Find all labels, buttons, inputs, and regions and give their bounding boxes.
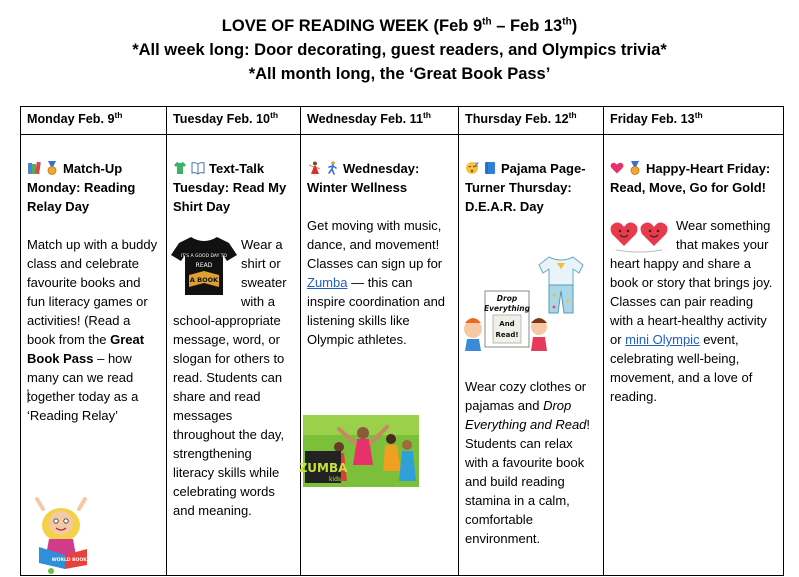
monday-title: Match-Up Monday: Reading Relay Day xyxy=(27,161,136,214)
heading-monday: Monday Feb. 9th xyxy=(21,107,167,135)
svg-text:kids: kids xyxy=(328,476,342,483)
svg-text:READ: READ xyxy=(195,262,213,269)
open-book-icon xyxy=(191,161,205,175)
cell-monday xyxy=(21,135,167,576)
heart-icon xyxy=(610,161,624,175)
zumba-link[interactable]: Zumba xyxy=(307,275,348,290)
thursday-description: Wear cozy clothes or pajamas and Drop Everything and Read! Students can relax with a favourite book and build reading stamina in a calm, comfortable environment. xyxy=(465,379,591,546)
header-week-line: *All week long: Door decorating, guest readers, and Olympics trivia* xyxy=(132,41,667,59)
happy-hearts-image xyxy=(608,216,670,254)
cell-tuesday xyxy=(167,135,301,576)
drop-everything-and-read-image xyxy=(461,291,549,351)
mini-olympic-link[interactable]: mini Olympic xyxy=(625,332,700,347)
cell-wednesday xyxy=(298,135,459,576)
monday-description: Match up with a buddy class and celebrate favourite books and fun literacy games or activities! (Read a book from the Great Book Pass – how many can we read together today as a ‘Reading Relay’ xyxy=(27,237,158,423)
zumba-kids-image xyxy=(298,415,419,487)
svg-text:Everything: Everything xyxy=(484,304,530,313)
heading-wednesday: Wednesday Feb. 11th xyxy=(301,107,459,135)
dancer-icon xyxy=(307,161,321,175)
tuesday-description: IT'S A GOOD DAY TO READ A BOOK Wear a shirt or sweater with a school-appropriate message, word, or slogan for others to read. Students can share and read messages throughout the day, strengthening literacy skills while celebrating words and meaning. xyxy=(173,237,287,518)
svg-text:A BOOK: A BOOK xyxy=(189,276,219,284)
header-month-line: *All month long, the ‘Great Book Pass’ xyxy=(248,65,551,83)
thursday-title: Pajama Page-Turner Thursday: D.E.A.R. Day xyxy=(465,161,586,214)
svg-text:And: And xyxy=(499,320,515,328)
sleepy-face-icon xyxy=(465,161,479,175)
table-body-row xyxy=(21,135,784,576)
read-a-book-tshirt-image xyxy=(171,235,237,297)
cell-thursday xyxy=(459,135,604,576)
heading-thursday: Thursday Feb. 12th xyxy=(459,107,604,135)
medal-icon xyxy=(45,161,59,175)
tuesday-title: Text-Talk Tuesday: Read My Shirt Day xyxy=(173,161,287,214)
svg-text:WORLD BOOK DAY: WORLD BOOK DAY xyxy=(51,558,99,563)
friday-description: Wear something that makes your heart happy and share a book or story that brings joy. Classes can pair reading with a heart-healthy activity or mini Olympic event, celebrating well-being, movement, and a love of reading. xyxy=(610,218,773,404)
tshirt-icon xyxy=(173,161,187,175)
svg-text:IT'S A GOOD DAY TO: IT'S A GOOD DAY TO xyxy=(180,254,228,259)
table-header-row xyxy=(21,107,784,135)
medal-icon xyxy=(628,161,642,175)
svg-text:Read!: Read! xyxy=(495,331,519,339)
wednesday-description: Get moving with music, dance, and movement! Classes can sign up for Zumba — this can inspire coordination and listening skills like Olympic athletes. xyxy=(307,218,446,347)
friday-title: Happy-Heart Friday: Read, Move, Go for Gold! xyxy=(610,161,771,195)
wednesday-title: Wednesday: Winter Wellness xyxy=(307,161,420,195)
svg-text:ZUMBA: ZUMBA xyxy=(298,461,348,475)
world-book-day-girl-image xyxy=(31,495,99,575)
svg-text:Drop: Drop xyxy=(496,294,518,303)
blue-book-icon xyxy=(483,161,497,175)
cell-friday xyxy=(604,135,784,576)
heading-tuesday: Tuesday Feb. 10th xyxy=(167,107,301,135)
schedule-table xyxy=(20,106,784,576)
header-title: LOVE OF READING WEEK (Feb 9th – Feb 13th) xyxy=(221,16,578,35)
running-person-icon xyxy=(325,161,339,175)
heading-friday: Friday Feb. 13th xyxy=(604,107,784,135)
books-icon xyxy=(27,161,41,175)
text-cursor-icon xyxy=(27,389,34,403)
document-header xyxy=(0,14,799,86)
